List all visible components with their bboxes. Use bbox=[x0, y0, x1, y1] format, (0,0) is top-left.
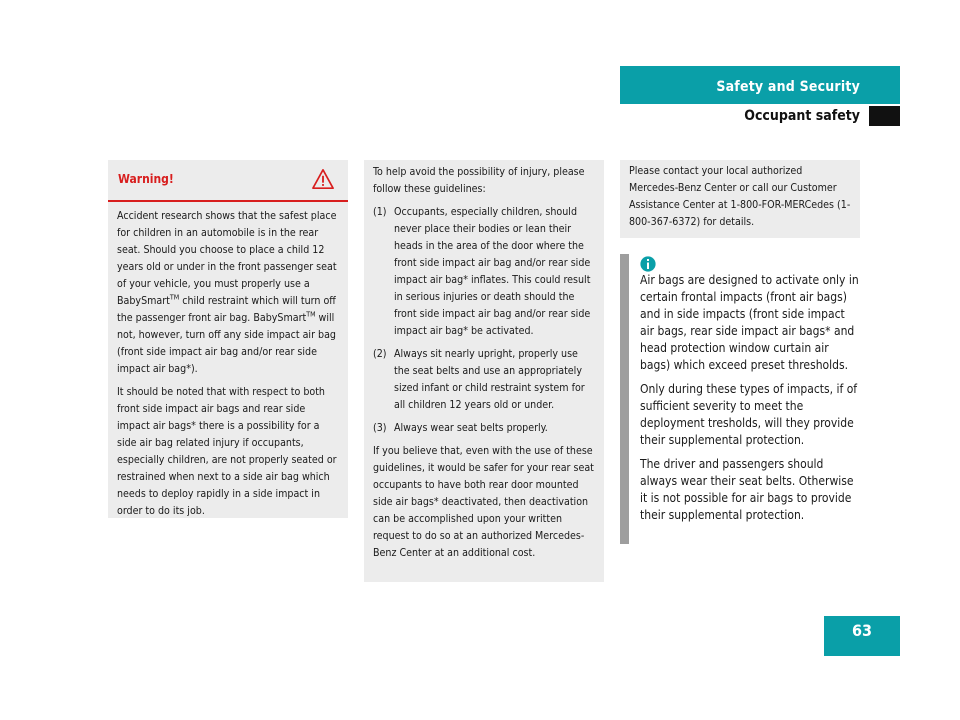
warning-title: Warning! bbox=[118, 172, 174, 186]
info-sidebar bbox=[620, 254, 629, 544]
info-body bbox=[640, 272, 862, 531]
guidelines-closing: If you believe that, even with the use of these guidelines, it would be safer for your rear seat occupants to have both rear door mounted side air bags* deactivated, then deactivation can be accomplished upon your written request to do so at an authorized Mercedes-Benz Center at an additional cost. bbox=[373, 445, 594, 559]
section-tab-marker bbox=[869, 106, 900, 126]
contact-text: Please contact your local authorized Mercedes-Benz Center or call our Customer Assistance Center at 1-800-FOR-MERCedes (1-800-367-6372) for details. bbox=[629, 165, 851, 228]
page-number: 63 bbox=[824, 616, 900, 656]
guidelines-box bbox=[364, 160, 604, 582]
guidelines-list bbox=[373, 204, 595, 437]
warning-paragraph-1: Accident research shows that the safest place for children in an automobile is in the rear seat. Should you choose to place a child 12 years old or under in the front passenger seat of your vehicle, you must properly use a BabySmart™ child restraint which will turn off the passenger front air bag. BabySmart™ will not, however, turn off any side impact air bag (front side impact air bag and/or rear side impact air bag*). bbox=[117, 210, 337, 375]
info-paragraph-3: The driver and passengers should always wear their seat belts. Otherwise it is not possible for air bags to provide their supplemental protection. bbox=[640, 457, 854, 522]
warning-body bbox=[108, 202, 348, 520]
list-item: (1) Occupants, especially children, should never place their bodies or lean their heads in the area of the door where the front side impact air bag and/or rear side impact air bag* inflates. This could result in serious injuries or death should the front side impact air bag and/or rear side impact air bag* be activated. bbox=[373, 206, 591, 337]
warning-header bbox=[108, 160, 348, 202]
section-header bbox=[620, 66, 900, 104]
warning-triangle-icon bbox=[312, 168, 334, 190]
list-item: (2) Always sit nearly upright, properly use the seat belts and use an appropriately sized infant or child restraint system for all children 12 years old or under. bbox=[373, 348, 585, 411]
list-item: (3) Always wear seat belts properly. bbox=[373, 422, 548, 434]
info-icon bbox=[640, 256, 656, 272]
info-paragraph-2: Only during these types of impacts, if of sufficient severity to meet the deployment tresholds, will they provide their supplemental protection. bbox=[640, 382, 858, 447]
contact-box bbox=[620, 160, 860, 238]
section-title: Safety and Security bbox=[716, 79, 860, 95]
page-subtitle: Occupant safety bbox=[744, 108, 860, 124]
info-paragraph-1: Air bags are designed to activate only in certain frontal impacts (front air bags) and in side impacts (front side impact air bags, rear side impact air bags* and head protection window curtain air bags) which exceed preset thresholds. bbox=[640, 273, 859, 372]
warning-box bbox=[108, 160, 348, 518]
guidelines-intro: To help avoid the possibility of injury, please follow these guidelines: bbox=[373, 166, 585, 195]
warning-paragraph-2: It should be noted that with respect to both front side impact air bags and rear side impact air bags* there is a possibility for a side air bag related injury if occupants, especially children, are not properly seated or restrained when next to a side air bag which needs to deploy rapidly in a side impact in order to do its job. bbox=[117, 386, 337, 517]
info-note bbox=[620, 254, 860, 544]
